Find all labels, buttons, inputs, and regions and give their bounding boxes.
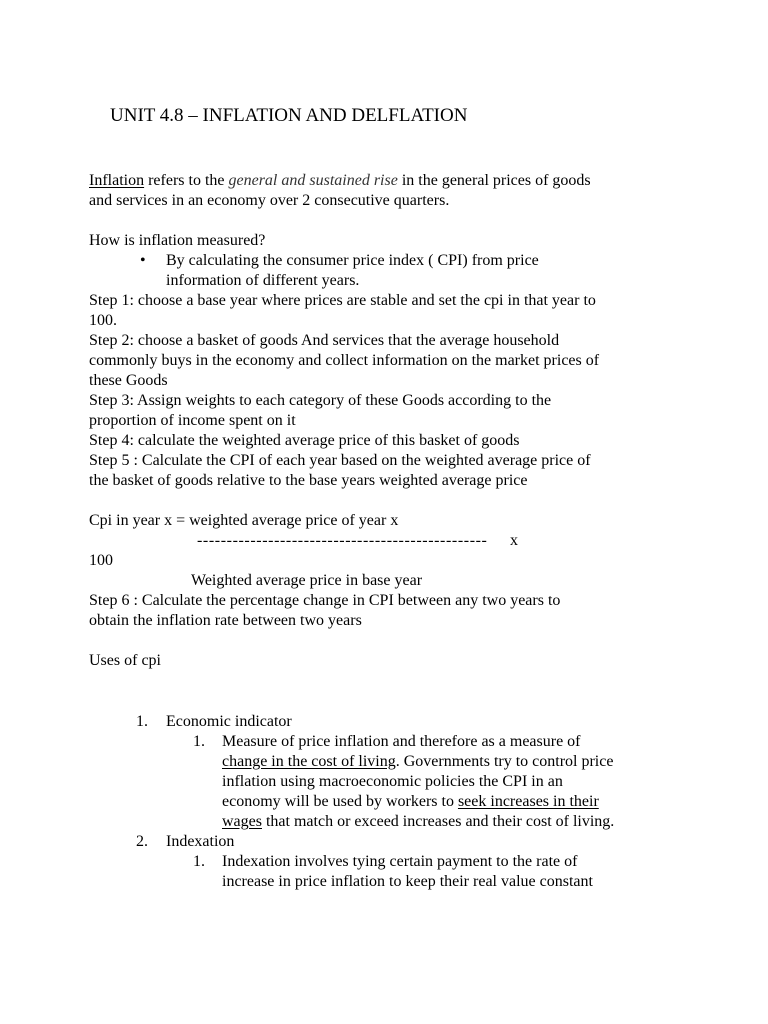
sublist-text-line-1: Measure of price inflation and therefore as a measure of: [222, 733, 581, 750]
step-1-line-2: 100.: [89, 312, 117, 329]
sublist-text-line-3: inflation using macroeconomic policies the CPI in an: [222, 773, 563, 790]
sublist-text: . Governments try to control price: [395, 753, 614, 770]
step-4: Step 4: calculate the weighted average price of this basket of goods: [89, 432, 520, 449]
step-1-line-1: Step 1: choose a base year where prices are stable and set the cpi in that year to: [89, 292, 596, 309]
bullet-text-line-1: By calculating the consumer price index ( CPI) from price: [166, 252, 539, 269]
list-number: 1.: [136, 713, 148, 730]
definition-emphasis: general and sustained rise: [228, 172, 398, 189]
wages-underlined: wages: [222, 813, 262, 830]
list-item-economic-indicator: Economic indicator: [166, 713, 292, 730]
step-2-line-2: commonly buys in the economy and collect information on the market prices of: [89, 352, 600, 369]
definition-text: in the general prices of goods: [397, 172, 591, 189]
step-5-line-1: Step 5 : Calculate the CPI of each year based on the weighted average price of: [89, 452, 591, 469]
uses-heading: Uses of cpi: [89, 652, 161, 669]
formula-fraction-line: -------------------------------------------------: [197, 532, 488, 549]
sublist-text: that match or exceed increases and their cost of living.: [261, 813, 615, 830]
inflation-definition-line-1: [89, 171, 591, 191]
step-6-line-2: obtain the inflation rate between two years: [89, 612, 362, 629]
sublist-text-line-4: [222, 792, 599, 812]
list-number: 2.: [136, 833, 148, 850]
step-2-line-3: these Goods: [89, 372, 168, 389]
page-title: UNIT 4.8 – INFLATION AND DELFLATION: [110, 105, 468, 126]
definition-text: refers to the: [144, 172, 229, 189]
seek-increases-underlined: seek increases in their: [457, 793, 599, 810]
cost-of-living-underlined: change in the cost of living: [222, 753, 396, 770]
step-6-line-1: Step 6 : Calculate the percentage change in CPI between any two years to: [89, 592, 561, 609]
step-3-line-1: Step 3: Assign weights to each category of these Goods according to the: [89, 392, 552, 409]
formula-hundred: 100: [89, 552, 113, 569]
list-item-indexation: Indexation: [166, 833, 235, 850]
inflation-definition-line-2: and services in an economy over 2 consecutive quarters.: [89, 192, 450, 209]
sublist-number: 1.: [193, 733, 205, 750]
step-3-line-2: proportion of income spent on it: [89, 412, 296, 429]
bullet-text-line-2: information of different years.: [166, 272, 360, 289]
sublist-text-line-1: Indexation involves tying certain payment to the rate of: [222, 853, 578, 870]
step-2-line-1: Step 2: choose a basket of goods And services that the average household: [89, 332, 560, 349]
formula-numerator: Cpi in year x = weighted average price of year x: [89, 512, 399, 529]
sublist-text-line-2: [222, 752, 613, 772]
sublist-text-line-2: increase in price inflation to keep their real value constant: [222, 873, 593, 890]
step-5-line-2: the basket of goods relative to the base years weighted average price: [89, 472, 528, 489]
measured-question: How is inflation measured?: [89, 232, 266, 249]
inflation-term: Inflation: [89, 172, 145, 189]
formula-times: x: [510, 532, 518, 549]
formula-denominator: Weighted average price in base year: [191, 572, 423, 589]
sublist-text: economy will be used by workers to: [222, 793, 458, 810]
bullet-icon: •: [140, 252, 146, 269]
sublist-number: 1.: [193, 853, 205, 870]
sublist-text-line-5: [222, 812, 614, 832]
